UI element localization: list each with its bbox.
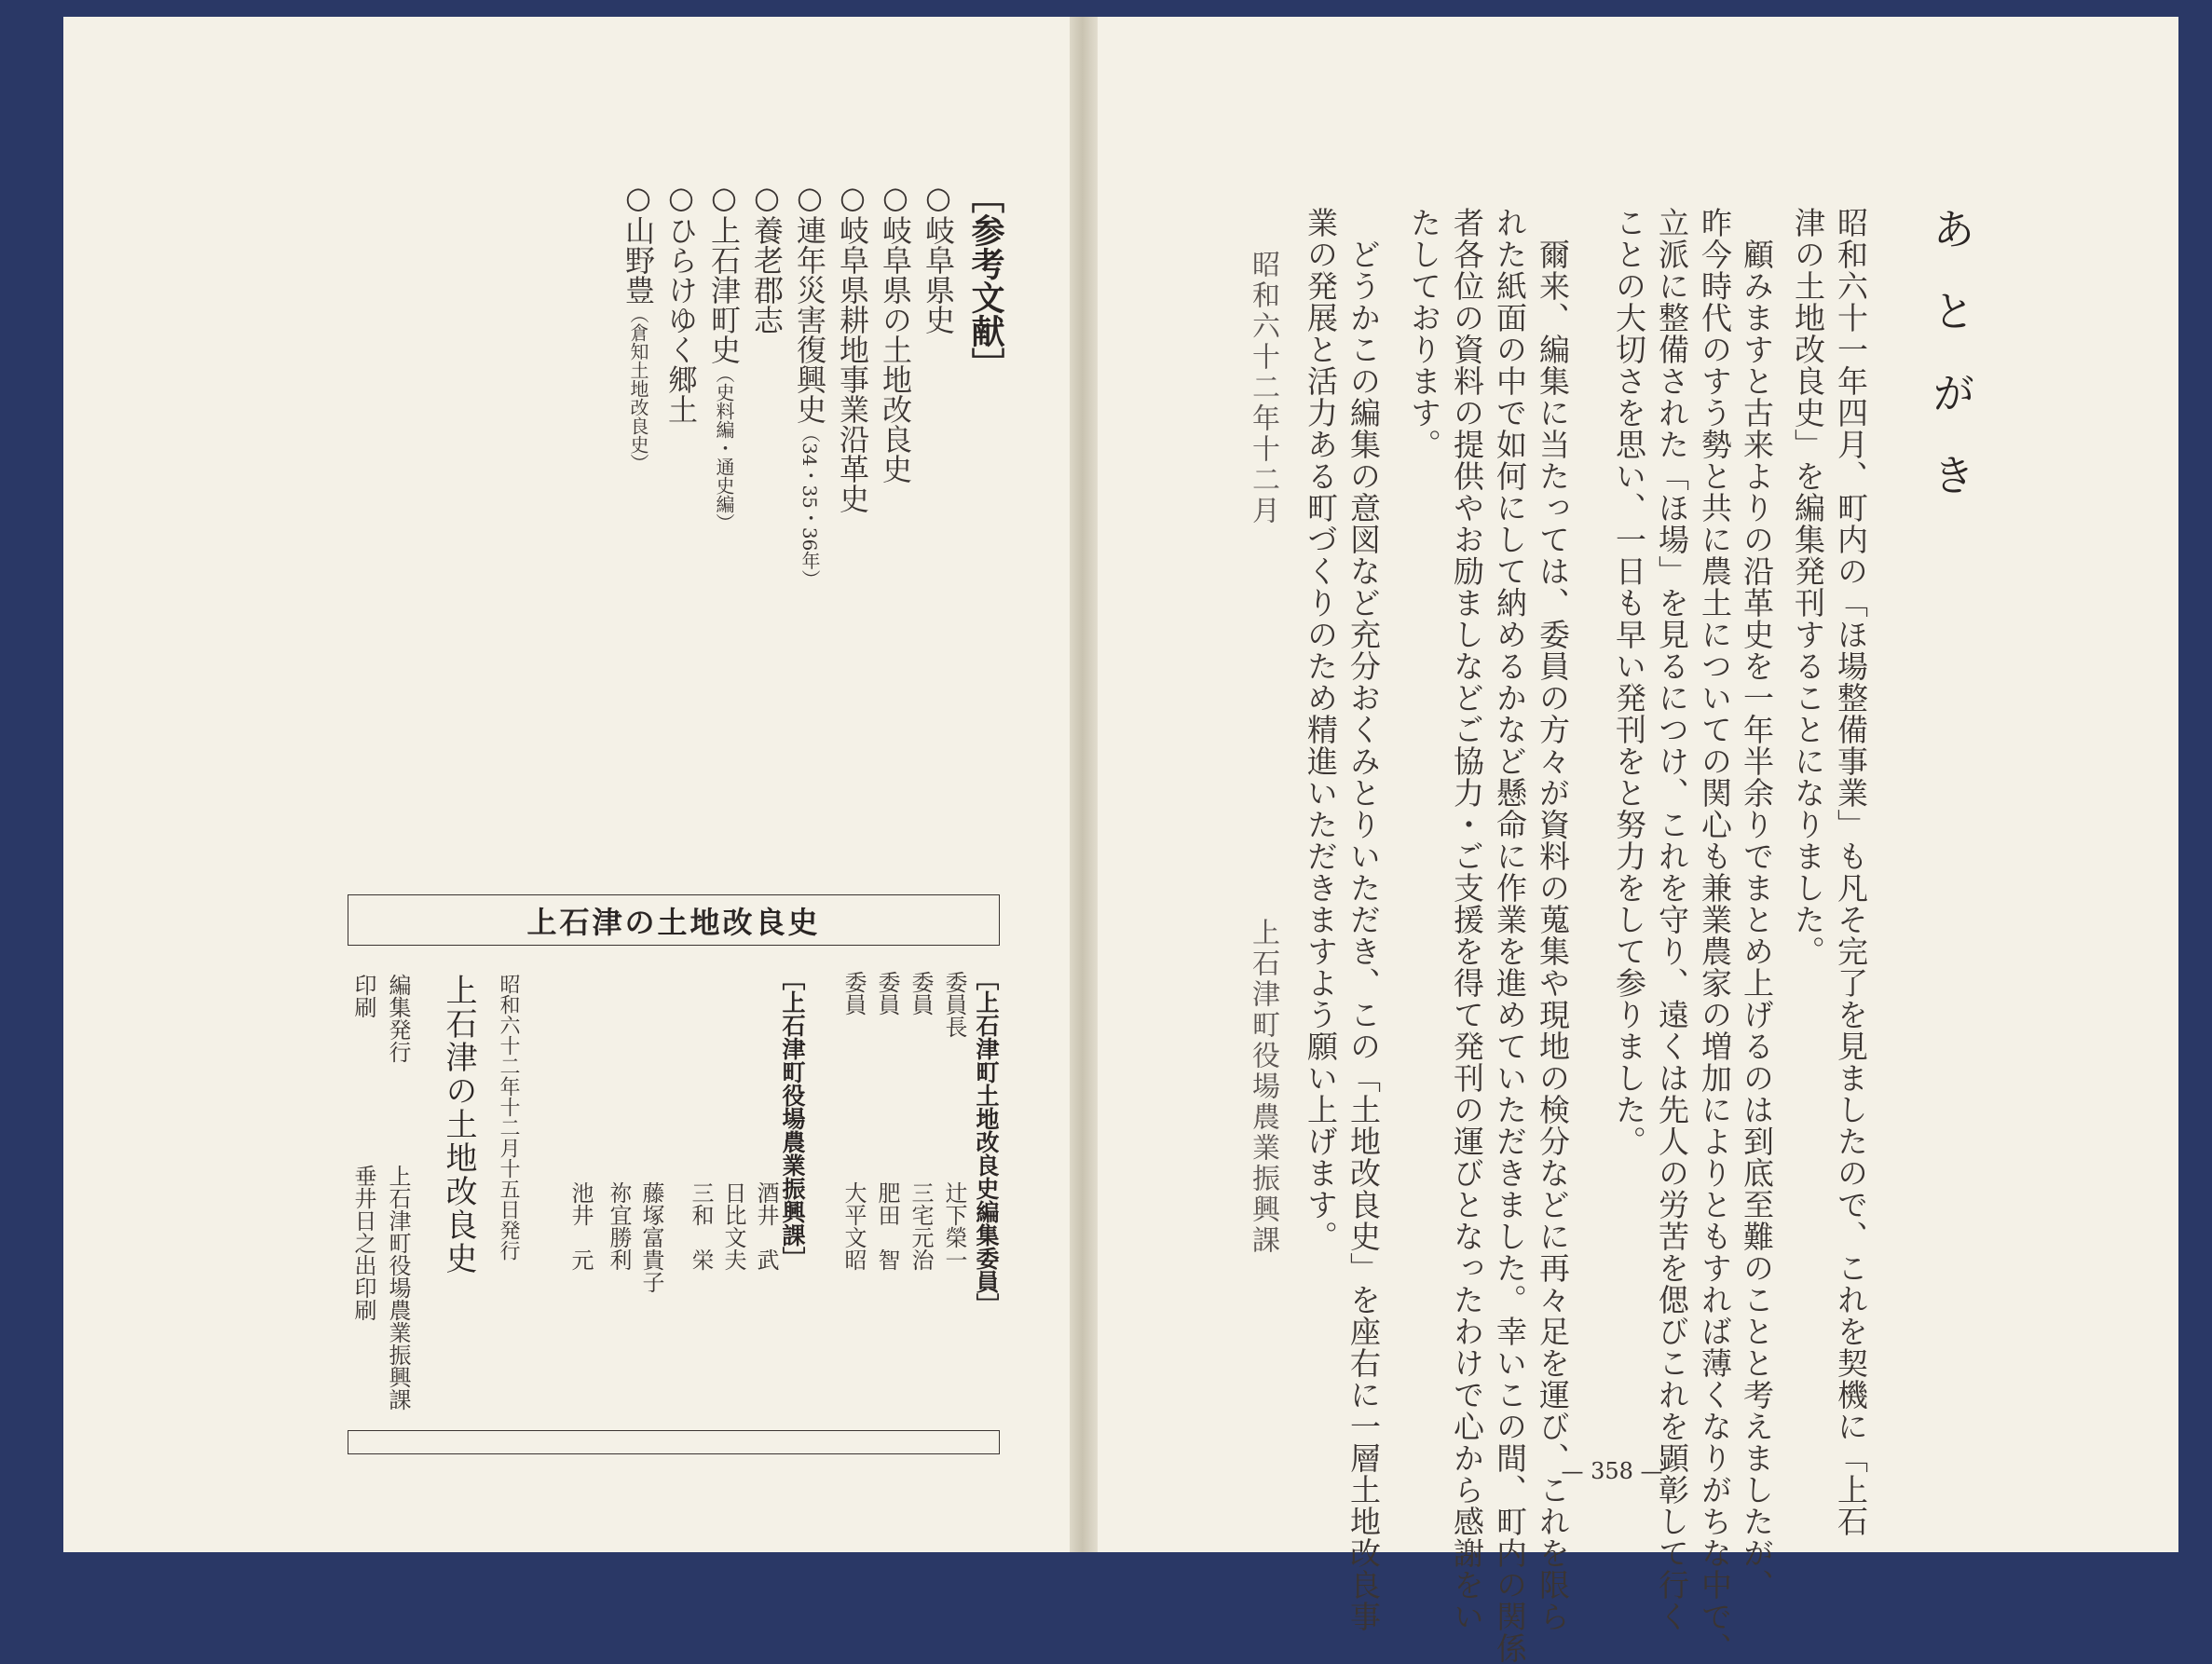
afterword-line: 昭和六十一年四月、町内の「ほ場整備事業」も凡そ完了を見ましたので、これを契機に「上石 <box>1833 207 1869 1537</box>
reference-title: ○岐阜県史 <box>921 180 956 334</box>
page-number: — 358 — <box>1561 1458 1663 1484</box>
office-member: 日比文夫 <box>720 1181 746 1271</box>
office-member: 池井 元 <box>567 1181 594 1271</box>
afterword-line: たしております。 <box>1406 207 1442 460</box>
afterword-line: 業の発展と活力ある町づくりのため精進いただきますよう願い上げます。 <box>1303 207 1339 1252</box>
office-member: 祢宜勝利 <box>606 1181 632 1271</box>
issue-date: 昭和六十二年十二月十五日発行 <box>497 974 520 1261</box>
committee-name: 肥田 智 <box>874 1181 900 1271</box>
printer-label: 印刷 <box>350 974 376 1018</box>
book-gutter <box>1070 17 1098 1552</box>
reference-title: ○岐阜県の土地改良史 <box>878 180 913 484</box>
reference-item <box>874 180 917 484</box>
committee-role: 委員 <box>874 971 900 1016</box>
reference-item <box>788 180 831 588</box>
publisher-name: 上石津町役場農業振興課 <box>385 1165 411 1411</box>
colophon-bottom-rule <box>348 1430 1000 1454</box>
afterword-line: どうかこの編集の意図など充分おくみとりいただき、この「土地改良史」を座右に一層土地改良事 <box>1345 207 1382 1632</box>
office-member: 藤塚富貴子 <box>638 1181 664 1293</box>
afterword-line: 爾来、編集に当たっては、委員の方々が資料の蒐集や現地の検分などに再々足を運び、これを限ら <box>1535 207 1571 1632</box>
reference-item <box>617 180 660 472</box>
afterword-line: れた紙面の中で如何にして納めるかなど懸命に作業を進めていただきました。幸いこの間、町内の関係 <box>1492 207 1528 1664</box>
committee-name: 辻下榮一 <box>941 1181 967 1271</box>
reference-item <box>917 180 960 334</box>
office-member: 三和 栄 <box>688 1181 714 1271</box>
office-heading: ［上石津町役場農業振興課］ <box>779 967 806 1270</box>
committee-name: 三宅元治 <box>908 1181 934 1271</box>
publisher-label: 編集発行 <box>385 974 411 1063</box>
afterword-date: 昭和六十二年十二月 <box>1247 250 1279 526</box>
reference-note: （34・35・36年） <box>799 424 821 589</box>
colophon-book-title: 上石津の土地改良史 <box>526 904 821 940</box>
committee-name: 大平文昭 <box>840 1181 867 1271</box>
afterword-line: 者各位の資料の提供やお励ましなどご協力・ご支援を得て発刊の運びとなったわけで心から感謝をい <box>1449 207 1485 1632</box>
reference-note: （史料編・通史編） <box>713 364 735 532</box>
reference-item <box>831 180 874 513</box>
office-member: 酒井 武 <box>753 1181 779 1271</box>
colophon-book-name: 上石津の土地改良史 <box>440 974 477 1275</box>
reference-item <box>660 180 703 424</box>
reference-note: （倉知土地改良史） <box>627 305 649 472</box>
committee-role: 委員長 <box>941 971 967 1038</box>
printer-name: 垂井日之出印刷 <box>350 1165 376 1321</box>
reference-title: ○山野豊 <box>621 180 656 305</box>
afterword-line: 昨今時代のすう勢と共に農土についての関心も兼業農家の増加によりともすれば薄くなりがちな中で、 <box>1697 207 1733 1664</box>
afterword-line: ことの大切さを思い、一日も早い発刊をと努力をして参りました。 <box>1611 207 1647 1157</box>
afterword-line: 立派に整備された「ほ場」を見るにつけ、これを守り、遠くは先人の労苦を偲びこれを顕彰して行く <box>1654 207 1690 1632</box>
afterword-line: 津の土地改良史」を編集発刊することになりました。 <box>1790 207 1826 967</box>
reference-title: ○連年災害復興史 <box>792 180 827 424</box>
reference-item <box>703 180 745 532</box>
colophon-title-box <box>348 894 1000 946</box>
afterword-line: 顧みますと古来よりの沿革史を一年半余りでまとめ上げるのは到底至難のことと考えましたが、 <box>1739 207 1775 1601</box>
committee-role: 委員 <box>908 971 934 1016</box>
reference-title: ○上石津町史 <box>706 180 742 364</box>
reference-title: ○岐阜県耕地事業沿革史 <box>835 180 870 513</box>
reference-title: ○ひらけゆく郷土 <box>663 180 699 424</box>
committee-heading: ［上石津町土地改良史編集委員］ <box>973 967 1000 1316</box>
reference-item <box>745 180 788 334</box>
afterword-signature: 上石津町役場農業振興課 <box>1247 918 1279 1256</box>
references-heading: ［参考文献］ <box>966 180 1004 381</box>
afterword-title: あとがき <box>1926 207 1976 535</box>
reference-title: ○養老郡志 <box>749 180 785 334</box>
committee-role: 委員 <box>840 971 867 1016</box>
